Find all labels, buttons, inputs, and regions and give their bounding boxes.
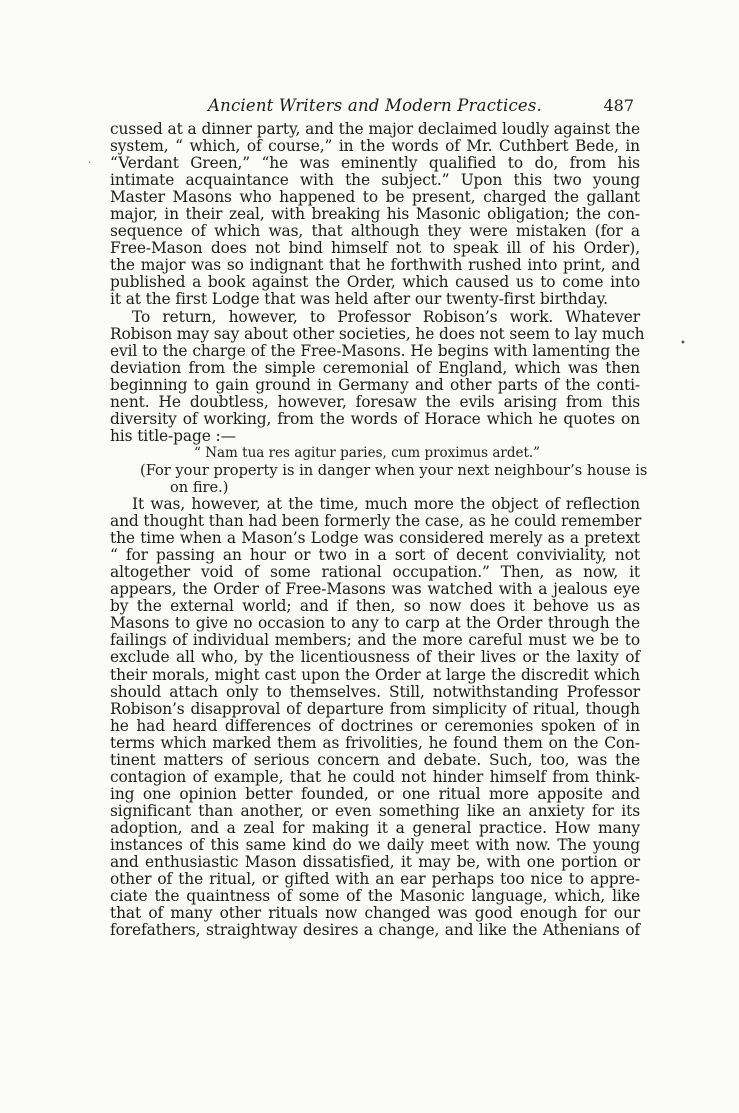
text-line: adoption, and a zeal for making it a general practice. How many bbox=[110, 818, 640, 837]
text-line: the time when a Mason’s Lodge was considered merely as a pretext bbox=[110, 529, 640, 548]
text-line: altogether void of some rational occupation.” Then, as now, it bbox=[110, 563, 640, 582]
text-line: and thought than had been formerly the case, as he could remember bbox=[110, 512, 642, 531]
text-line: terms which marked them as frivolities, he found them on the Con- bbox=[110, 733, 640, 752]
margin-speck: • bbox=[680, 338, 686, 349]
text-line: instances of this same kind do we daily meet with now. The young bbox=[110, 835, 640, 854]
text-line: forefathers, straightway desires a change, and like the Athenians of bbox=[110, 921, 640, 940]
text-line: tinent matters of serious concern and debate. Such, too, was the bbox=[110, 750, 640, 769]
text-line: diversity of working, from the words of Horace which he quotes on bbox=[110, 409, 640, 428]
quotation-translation: on fire.) bbox=[170, 478, 229, 496]
text-line: “Verdant Green,” “he was eminently qualified to do, from his bbox=[110, 154, 640, 173]
text-line: published a book against the Order, which caused us to come into bbox=[110, 273, 640, 292]
text-line: intimate acquaintance with the subject.” Upon this two young bbox=[110, 171, 640, 190]
text-line: his title-page :— bbox=[110, 426, 236, 445]
text-line: should attach only to themselves. Still, notwithstanding Professor bbox=[110, 682, 640, 701]
text-line: the major was so indignant that he forthwith rushed into print, and bbox=[110, 256, 640, 275]
text-line: by the external world; and if then, so now does it behove us as bbox=[110, 597, 640, 616]
text-line: It was, however, at the time, much more the object of reflection bbox=[132, 495, 640, 514]
page-header bbox=[110, 96, 640, 118]
text-line: cussed at a dinner party, and the major declaimed loudly against the bbox=[110, 120, 640, 138]
text-line: To return, however, to Professor Robison’s work. Whatever bbox=[132, 307, 640, 326]
text-line: ing one opinion better founded, or one ritual more apposite and bbox=[110, 784, 640, 803]
text-line: significant than another, or even something like an anxiety for its bbox=[110, 801, 640, 820]
quotation-translation: (For your property is in danger when your next neighbour’s house is bbox=[140, 461, 648, 479]
text-line: deviation from the simple ceremonial of England, which was then bbox=[110, 358, 640, 377]
text-line: ciate the quaintness of some of the Masonic language, which, like bbox=[110, 887, 640, 906]
text-line: major, in their zeal, with breaking his Masonic obligation; the con- bbox=[110, 205, 640, 224]
text-line: Masons to give no occasion to any to carp at the Order through the bbox=[110, 614, 640, 633]
text-line: other of the ritual, or gifted with an ear perhaps too nice to appre- bbox=[110, 870, 640, 889]
text-line: he had heard differences of doctrines or ceremonies spoken of in bbox=[110, 716, 640, 735]
latin-quotation: “ Nam tua res agitur paries, cum proximus ardet.” bbox=[194, 444, 541, 461]
text-line: exclude all who, by the licentiousness of their lives or the laxity of bbox=[110, 648, 640, 667]
page-number: 487 bbox=[603, 96, 634, 115]
running-title: Ancient Writers and Modern Practices. bbox=[208, 96, 542, 115]
text-line: Master Masons who happened to be present, charged the gallant bbox=[110, 188, 640, 207]
text-line: system, “ which, of course,” in the words of Mr. Cuthbert Bede, in bbox=[110, 137, 640, 156]
text-line: and enthusiastic Mason dissatisfied, it may be, with one portion or bbox=[110, 853, 640, 872]
text-line: beginning to gain ground in Germany and other parts of the conti- bbox=[110, 375, 640, 394]
text-line: evil to the charge of the Free-Masons. He begins with lamenting the bbox=[110, 341, 640, 360]
text-line: that of many other rituals now changed was good enough for our bbox=[110, 904, 640, 923]
text-line: Robison may say about other societies, he does not seem to lay much bbox=[110, 324, 645, 343]
text-line: sequence of which was, that although they were mistaken (for a bbox=[110, 222, 640, 241]
text-line: it at the first Lodge that was held after our twenty-first birthday. bbox=[110, 290, 608, 309]
text-line: Free-Mason does not bind himself not to speak ill of his Order), bbox=[110, 239, 640, 258]
text-line: contagion of example, that he could not hinder himself from think- bbox=[110, 767, 640, 786]
text-line: failings of individual members; and the more careful must we be to bbox=[110, 631, 640, 650]
text-line: appears, the Order of Free-Masons was watched with a jealous eye bbox=[110, 580, 640, 599]
text-line: nent. He doubtless, however, foresaw the evils arising from this bbox=[110, 392, 640, 411]
text-line: Robison’s disapproval of departure from simplicity of ritual, though bbox=[110, 699, 640, 718]
margin-speck: · bbox=[88, 158, 92, 169]
text-line: their morals, might cast upon the Order at large the discredit which bbox=[110, 665, 640, 684]
text-line: “ for passing an hour or two in a sort of decent conviviality, not bbox=[110, 546, 640, 565]
body-text bbox=[110, 120, 648, 940]
